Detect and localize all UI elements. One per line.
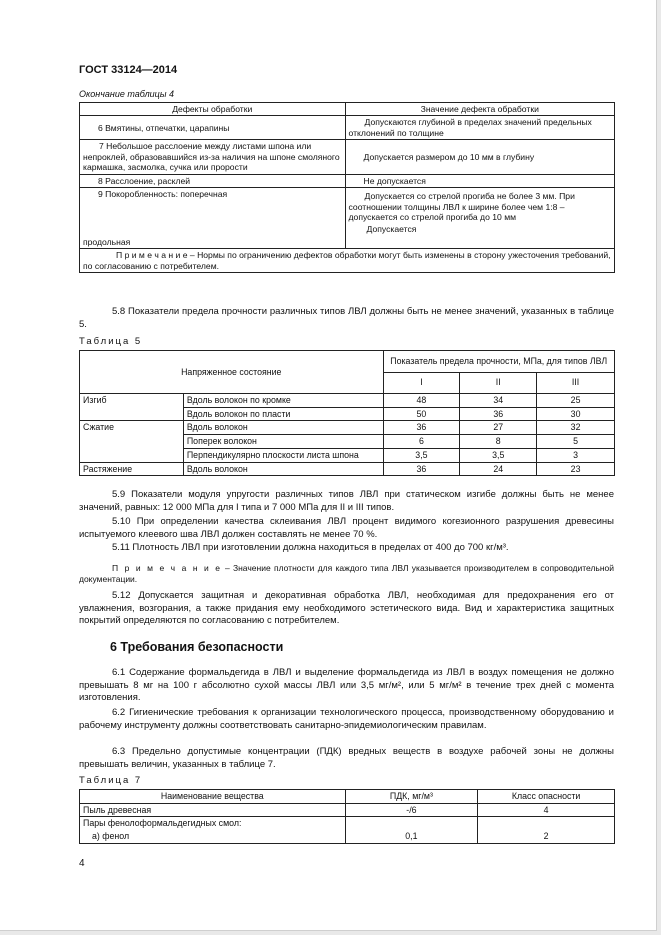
standard-number: ГОСТ 33124—2014 xyxy=(79,64,178,76)
note-text: – Значение плотности для каждого типа ЛВЛ указывается производителем в сопроводительной документации. xyxy=(79,563,614,585)
table7-name: а) фенол xyxy=(80,830,346,843)
table4-defect: 8 Расслоение, расклей xyxy=(80,174,346,187)
table7-header-name: Наименование вещества xyxy=(80,790,346,804)
table4-defect: 7 Небольшое расслоение между листами шпона или непроклей, образовавшийся из-за наличия на шпоне смоляного кармашка, засмолка, сучка или прорости xyxy=(80,140,346,174)
table-row xyxy=(80,830,615,843)
table4-defect: 6 Вмятины, отпечатки, царапины xyxy=(80,116,346,140)
table7-class: 2 xyxy=(478,830,615,843)
table5-header-state: Напряженное состояние xyxy=(80,351,384,394)
table5-direction: Перпендикулярно плоскости листа шпона xyxy=(183,448,383,462)
table-row xyxy=(80,817,615,830)
note-text: – Нормы по ограничению дефектов обработки могут быть изменены в сторону ужесточения требований, по согласованию с потребителем. xyxy=(83,250,611,271)
section-6-heading: 6 Требования безопасности xyxy=(110,640,284,654)
table5-type: I xyxy=(383,372,460,394)
table-7 xyxy=(79,789,615,844)
table4-defect-warping-b: продольная xyxy=(83,236,131,247)
paragraph-5-11: 5.11 Плотность ЛВЛ при изготовлении должна находиться в пределах от 400 до 700 кг/м³. xyxy=(112,542,509,553)
table7-name: Пары фенолоформальдегидных смол: xyxy=(80,817,346,830)
note-label: П р и м е ч а н и е xyxy=(116,250,188,261)
paragraph-6-3: 6.3 Предельно допустимые концентрации (ПДК) вредных веществ в воздухе рабочей зоны не должны превышать величин, указанных в таблице 7. xyxy=(79,746,614,770)
table7-caption: Таблица 7 xyxy=(79,775,143,786)
note-label: П р и м е ч а н и е xyxy=(112,563,222,573)
table-row xyxy=(80,803,615,817)
table-row xyxy=(80,116,615,140)
page-number: 4 xyxy=(79,858,85,869)
table5-direction: Вдоль волокон по кромке xyxy=(183,394,383,408)
table4-defect-warping-a: 9 Покоробленность: поперечная xyxy=(98,189,228,200)
table4-value: Не допускается xyxy=(345,174,614,187)
table5-cell: 48 xyxy=(383,394,460,408)
table5-cell: 3,5 xyxy=(383,448,460,462)
table4-defect-warping xyxy=(80,188,346,249)
table5-cell: 8 xyxy=(460,435,537,449)
table5-direction: Поперек волокон xyxy=(183,435,383,449)
table7-class: 4 xyxy=(478,803,615,817)
table5-type: III xyxy=(537,372,615,394)
paragraph-5-8: 5.8 Показатели предела прочности различных типов ЛВЛ должны быть не менее значений, указанных в таблице 5. xyxy=(79,306,614,330)
table4-value: Допускается размером до 10 мм в глубину xyxy=(345,140,614,174)
table4-value: Допускаются глубиной в пределах значений предельных отклонений по толщине xyxy=(345,116,614,140)
paragraph-6-1: 6.1 Содержание формальдегида в ЛВЛ и выделение формальдегида из ЛВЛ в воздух помещения не должно превышать 8 мг на 100 г абсолютно сухой массы ЛВЛ или 3,5 мг/м², или 5 мг/м² в течение трех дней с момента изготовления. xyxy=(79,667,614,704)
note-density xyxy=(79,563,614,586)
table7-pdk xyxy=(345,817,478,830)
table5-direction: Вдоль волокон xyxy=(183,421,383,435)
table5-cell: 3,5 xyxy=(460,448,537,462)
table5-direction: Вдоль волокон xyxy=(183,462,383,476)
table-row xyxy=(80,174,615,187)
table7-name: Пыль древесная xyxy=(80,803,346,817)
table5-cell: 5 xyxy=(537,435,615,449)
table7-header-class: Класс опасности xyxy=(478,790,615,804)
table5-caption: Таблица 5 xyxy=(79,336,143,347)
table4-value-warping-a: Допускается со стрелой прогиба не более 3 мм. При соотношении толщины ЛВЛ к ширине более чем 1:8 – допускается со стрелой прогиба до 10 мм xyxy=(348,191,575,223)
table-row xyxy=(80,140,615,174)
table4-header-defects: Дефекты обработки xyxy=(80,103,346,116)
paragraph-6-2: 6.2 Гигиенические требования к организации технологического процесса, производственному оборудованию и рабочему инструменту должны соответствовать санитарно-эпидемиологическим правилам. xyxy=(79,707,614,731)
table4-value-warping xyxy=(345,188,614,249)
table5-cell: 27 xyxy=(460,421,537,435)
table5-cell: 23 xyxy=(537,462,615,476)
table5-cell: 24 xyxy=(460,462,537,476)
table5-cell: 30 xyxy=(537,407,615,421)
table5-cell: 34 xyxy=(460,394,537,408)
table5-cell: 36 xyxy=(383,421,460,435)
table5-cell: 3 xyxy=(537,448,615,462)
table5-cell: 36 xyxy=(383,462,460,476)
paragraph-5-12: 5.12 Допускается защитная и декоративная обработка ЛВЛ, необходимая для предохранения его от увлажнения, возгорания, а также придания ему необходимого эстетического вида. Вид и характеристика защитных покрытий определяются по согласованию с потребителем. xyxy=(79,590,614,627)
table5-cell: 36 xyxy=(460,407,537,421)
table7-class xyxy=(478,817,615,830)
table-row xyxy=(80,188,615,249)
table7-header-pdk: ПДК, мг/м³ xyxy=(345,790,478,804)
table5-group: Изгиб xyxy=(80,394,184,421)
table-row xyxy=(80,421,615,435)
table7-pdk: -/6 xyxy=(345,803,478,817)
table4-note xyxy=(80,249,615,273)
table5-group: Растяжение xyxy=(80,462,184,476)
table-4 xyxy=(79,102,615,273)
table4-header-value: Значение дефекта обработки xyxy=(345,103,614,116)
table-5 xyxy=(79,350,615,476)
table5-type: II xyxy=(460,372,537,394)
table5-cell: 6 xyxy=(383,435,460,449)
table-row xyxy=(80,462,615,476)
table5-group: Сжатие xyxy=(80,421,184,462)
table4-caption: Окончание таблицы 4 xyxy=(79,89,174,99)
table5-direction: Вдоль волокон по пласти xyxy=(183,407,383,421)
table5-cell: 32 xyxy=(537,421,615,435)
table-row xyxy=(80,394,615,408)
paragraph-5-9: 5.9 Показатели модуля упругости различных типов ЛВЛ при статическом изгибе должны быть не менее значений, равных: 12 000 МПа для I типа и 7 000 МПа для II и III типов. xyxy=(79,489,614,513)
table4-value-warping-b: Допускается xyxy=(366,223,417,234)
paragraph-5-10: 5.10 При определении качества склеивания ЛВЛ процент видимого когезионного разрушения древесины испытуемого клеевого шва ЛВЛ должен составлять не менее 70 %. xyxy=(79,516,614,540)
table5-cell: 25 xyxy=(537,394,615,408)
table5-cell: 50 xyxy=(383,407,460,421)
table7-pdk: 0,1 xyxy=(345,830,478,843)
table5-header-value: Показатель предела прочности, МПа, для типов ЛВЛ xyxy=(383,351,615,373)
